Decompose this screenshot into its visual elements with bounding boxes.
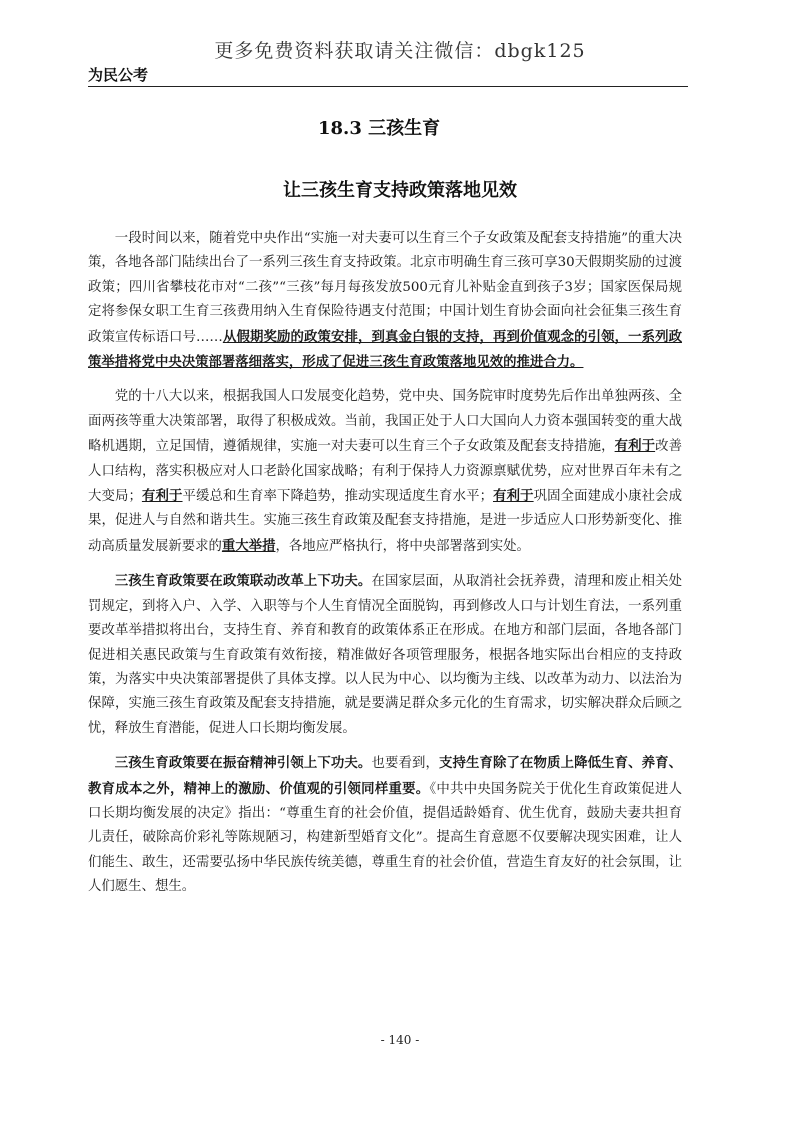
paragraph-4-mid: 也要看到， — [371, 756, 439, 772]
paragraph-4-lead: 三孩生育政策要在振奋精神引领上下功夫。 — [114, 755, 372, 772]
section-title: 18.3 三孩生育 — [318, 118, 441, 139]
paragraph-4-bold: 支持生育除了在物质上降低生育、养育、教育成本之外，精神上的激励、价值观的引领同样重要。 — [88, 755, 683, 797]
watermark-text: 更多免费资料获取请关注微信：dbgk125 — [214, 40, 586, 62]
paragraph-2-part4: 巩固全面建成小康社会成果，促进人与自然和谐共生。实施三孩生育政策及配套支持措施，是进一步适应人口形势新变化、推动高质量发展新要求的 — [88, 489, 683, 554]
article-body — [88, 227, 682, 910]
page-number: - 140 - — [380, 1033, 420, 1047]
paragraph-3-lead: 三孩生育政策要在政策联动改革上下功夫。 — [114, 573, 372, 590]
paragraph-2-keyword-3: 有利于 — [492, 488, 534, 505]
paragraph-2-keyword-2: 有利于 — [141, 488, 183, 505]
paragraph-2-part1: 党的十八大以来，根据我国人口发展变化趋势，党中央、国务院审时度势先后作出单独两孩、全面两孩等重大决策部署，取得了积极成效。当前，我国正处于人口大国向人力资本强国转变的重大战略机遇期，立足国情，遵循规律，实施一对夫妻可以生育三个子女政策及配套支持措施， — [88, 389, 682, 455]
paragraph-1-intro: 一段时间以来，随着党中央作出“实施一对夫妻可以生育三个子女政策及配套支持措施”的重大决策，各地各部门陆续出台了一系列三孩生育支持政策。北京市明确生育三孩可享30天假期奖励的过渡政策；四川省攀枝花市对“二孩”“三孩”每月每孩发放500元育儿补贴金直到孩子3岁；国家医保局规定将参保女职工生育三孩费用纳入生育保险待遇支付范围；中国计划生育协会面向社会征集三孩生育政策宣传标语口号…… — [88, 231, 682, 345]
paragraph-4-rest: 《中共中央国务院关于优化生育政策促进人口长期均衡发展的决定》指出：“尊重生育的社会价值，提倡适龄婚育、优生优育，鼓励夫妻共担育儿责任，破除高价彩礼等陈规陋习，构建新型婚育文化”。提高生育意愿不仅要解决现实困难，让人们能生、敢生，还需要弘扬中华民族传统美德，尊重生育的社会价值，营造生育友好的社会氛围，让人们愿生、想生。 — [88, 781, 682, 895]
paragraph-2-part3: 平缓总和生育率下降趋势，推动实现适度生育水平； — [182, 489, 493, 505]
paragraph-2-part5: ，各地应严格执行，将中央部署落到实处。 — [275, 538, 530, 554]
paragraph-1 — [88, 227, 682, 375]
header-label: 为民公考 — [88, 66, 149, 84]
paragraph-4 — [88, 751, 682, 899]
paragraph-1-emphasis: 从假期奖励的政策安排，到真金白银的支持，再到价值观念的引领，一系列政策举措将党中央决策部署落细落实，形成了促进三孩生育政策落地见效的推进合力。 — [88, 328, 683, 371]
header-divider — [88, 86, 688, 87]
paragraph-2-keyword-4: 重大举措 — [221, 537, 276, 554]
paragraph-3 — [88, 569, 682, 741]
paragraph-2-keyword-1: 有利于 — [614, 438, 656, 455]
article-title: 让三孩生育支持政策落地见效 — [283, 180, 517, 201]
paragraph-3-rest: 在国家层面，从取消社会抚养费，清理和废止相关处罚规定，到将入户、入学、入职等与个人生育情况全面脱钩，再到修改人口与计划生育法，一系列重要改革举措拟将出台，支持生育、养育和教育的政策体系正在形成。在地方和部门层面，各地各部门促进相关惠民政策与生育政策有效衔接，精准做好各项管理服务，根据各地实际出台相应的支持政策，为落实中央决策部署提供了具体支撑。以人民为中心、以均衡为主线、以改革为动力、以法治为保障，实施三孩生育政策及配套支持措施，就是要满足群众多元化的生育需求，切实解决群众后顾之忧，释放生育潜能，促进人口长期均衡发展。 — [88, 574, 683, 736]
paragraph-2-part2: 改善人口结构，落实积极应对人口老龄化国家战略；有利于保持人力资源禀赋优势，应对世界百年未有之大变局； — [88, 439, 683, 505]
paragraph-2 — [88, 385, 682, 559]
